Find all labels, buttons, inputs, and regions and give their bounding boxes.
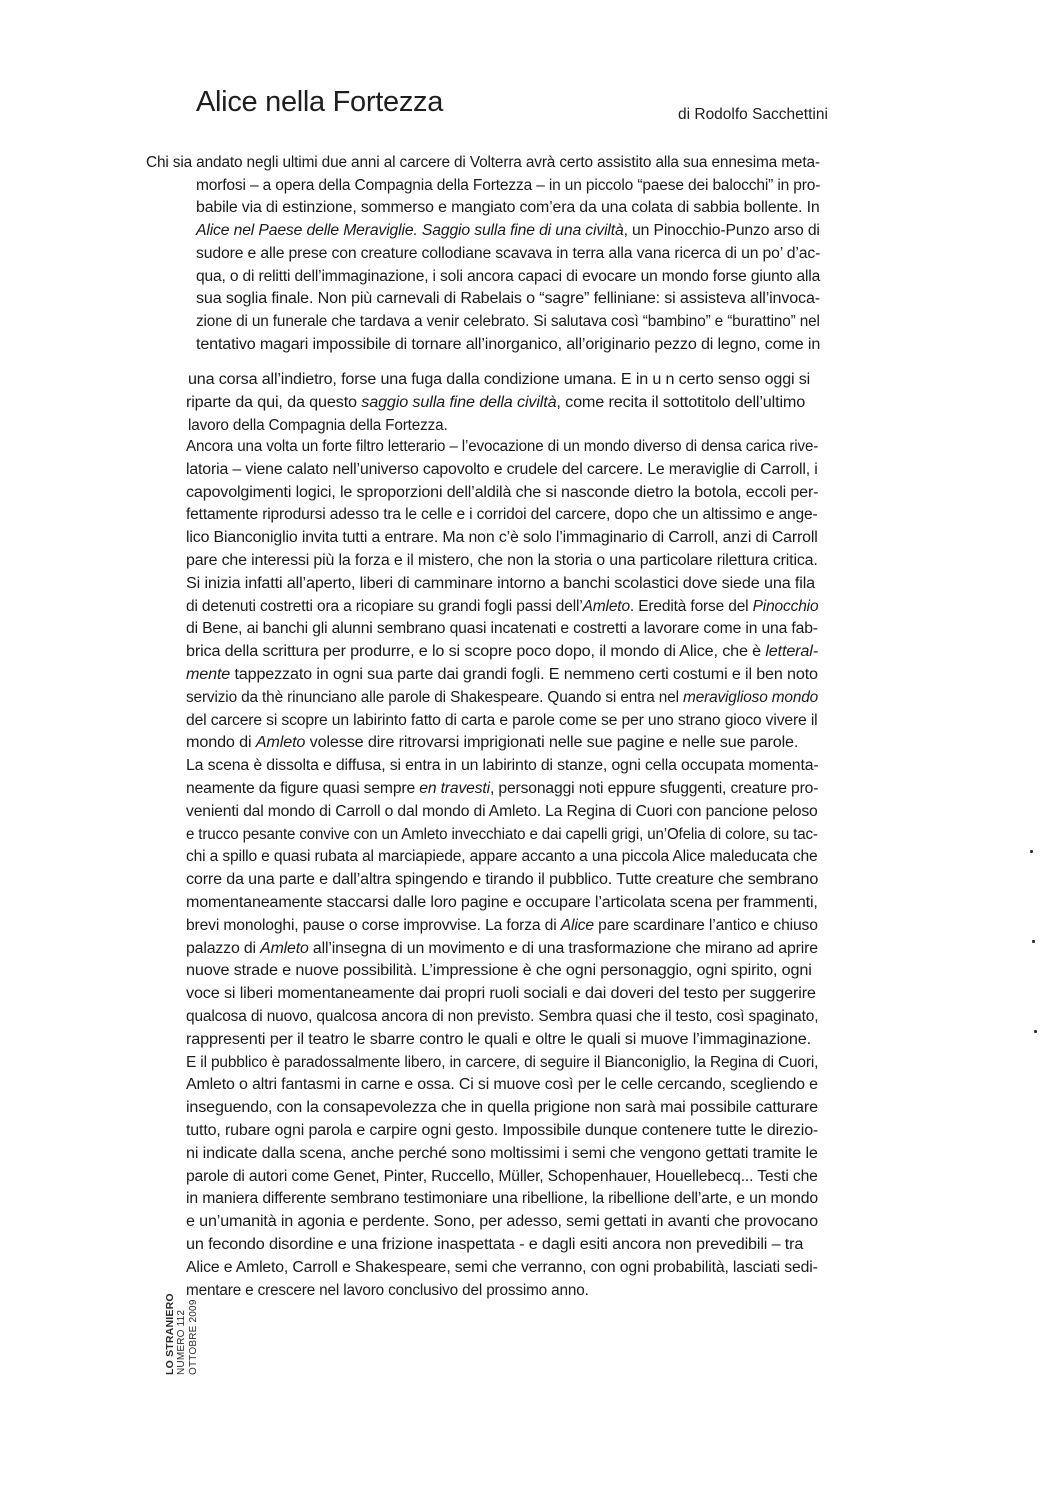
line-segment: all’insegna di un movimento e di una trasformazione che mirano ad aprire (308, 939, 818, 957)
body-line (146, 153, 820, 172)
body-line (186, 574, 815, 593)
body-line (186, 1098, 818, 1117)
line-segment: Amleto (255, 734, 306, 752)
line-segment: in maniera differente sembrano testimoniare una ribellione, la ribellione dell’arte, e un mondo (186, 1190, 819, 1208)
line-segment: servizio da thè rinunciano alle parole di Shakespeare. Quando si entra nel (186, 688, 684, 706)
line-segment: , personaggi noti eppure sfuggenti, creature pro- (489, 780, 819, 797)
line-segment: sua soglia finale. Non più carnevali di Rabelais o “sagre” felliniane: si assisteva all’invoca- (196, 290, 820, 308)
line-segment: del carcere si scopre un labirinto fatto di carta e parole come se per uno strano gioco vivere il (186, 711, 818, 729)
line-segment: sudore e alle prese con creature collodiane scavava in terra alla vana ricerca di un po’ d’ac- (196, 244, 821, 262)
line-segment: Si inizia infatti all’aperto, liberi di camminare intorno a banchi scolastici dove siede una fila (186, 574, 815, 592)
body-line (196, 176, 820, 195)
line-segment: , un Pinocchio-Punzo arso di (623, 222, 820, 240)
line-segment: neamente da figure quasi sempre (186, 780, 420, 797)
body-line (186, 870, 818, 889)
line-segment: momentaneamente staccarsi dalle loro pagine e occupare l’articolata scena per frammenti, (186, 894, 818, 911)
line-segment: brica della scrittura per produrre, e lo si scopre poco dopo, il mondo di Alice, che è (186, 643, 766, 661)
line-segment: corre da una parte e dall’altra spingendo e tirando il pubblico. Tutte creature che sembrano (186, 871, 819, 889)
scan-speck (1032, 940, 1035, 943)
article-title: Alice nella Fortezza (196, 86, 444, 118)
body-line (196, 198, 820, 217)
line-segment: fettamente riprodursi adesso tra le celle e i corridoi del carcere, dopo che un altissimo e ange- (186, 506, 818, 524)
line-segment: Amleto (582, 597, 630, 615)
line-segment: palazzo di (186, 939, 261, 957)
body-line (186, 505, 818, 524)
line-segment: rappresenti per il teatro le sbarre contro le quali e oltre le quali si muove l’immaginazione. (186, 1030, 811, 1048)
line-segment: una corsa all’indietro, forse una fuga dalla condizione umana. E in u n certo senso oggi si (188, 371, 811, 388)
body-line (186, 733, 798, 752)
body-line (186, 1167, 818, 1186)
body-line (186, 1144, 818, 1163)
line-segment: voce si liberi momentaneamente dai propri ruoli sociali e dai doveri del testo per suggerire (186, 985, 816, 1003)
line-segment: chi a spillo e quasi rubata al marciapiede, appare accanto a una piccola Alice maleducata che (186, 848, 818, 866)
body-line (188, 416, 448, 435)
line-segment: E il pubblico è paradossalmente libero, in carcere, di seguire il Bianconiglio, la Regina di Cuori, (186, 1053, 819, 1071)
line-segment: ni indicate dalla scena, anche perché sono moltissimi i semi che vengono gettati tramite le (186, 1144, 818, 1162)
body-line (186, 1075, 818, 1094)
line-segment: Alice (560, 916, 594, 934)
scan-speck (1034, 1030, 1037, 1033)
line-segment: . Eredità forse del (629, 597, 753, 615)
line-segment: Amleto (260, 939, 309, 957)
body-line (196, 335, 820, 354)
line-segment: di Bene, ai banchi gli alunni sembrano quasi incatenati e costretti a lavorare come in una fab- (186, 620, 818, 638)
line-segment: lico Bianconiglio invita tutti a entrare. Ma non c’è solo l’immaginario di Carroll, anzi di Carroll (186, 529, 818, 547)
line-segment: pare che interessi più la forza e il mistero, che non la storia o una particolare rilettura critica. (186, 552, 818, 569)
body-line (196, 312, 820, 331)
body-line (186, 437, 818, 456)
body-line (186, 802, 818, 821)
line-segment: Amleto o altri fantasmi in carne e ossa. Ci si muove così per le celle cercando, scegliendo e (186, 1076, 818, 1094)
line-segment: riparte da qui, da questo (186, 394, 362, 411)
body-line (186, 393, 805, 412)
line-segment: qua, o di relitti dell’immaginazione, i soli ancora capaci di evocare un mondo forse giunto alla (196, 267, 821, 285)
body-line (186, 711, 817, 730)
line-segment: mondo di (186, 734, 256, 752)
line-segment: meraviglioso mondo (683, 688, 819, 706)
body-line (186, 847, 818, 866)
body-line (186, 528, 818, 547)
body-line (186, 756, 818, 775)
line-segment: parole di autori come Genet, Pinter, Ruccello, Müller, Schopenhauer, Houellebecq... Testi che (186, 1167, 818, 1185)
line-segment: mentare e crescere nel lavoro conclusivo del prossimo anno. (186, 1281, 589, 1299)
body-line (186, 1189, 818, 1208)
line-segment: en travesti (419, 780, 490, 797)
body-line (196, 289, 820, 308)
body-line (186, 1235, 803, 1254)
body-line (186, 1281, 589, 1300)
line-segment: nuove strade e nuove possibilità. L’impressione è che ogni personaggio, ogni spirito, ogni (186, 962, 812, 980)
line-segment: capovolgimenti logici, le sproporzioni dell’aldilà che si nasconde dietro la botola, eccoli per- (186, 483, 819, 501)
line-segment: brevi monologhi, pause o corse improvvise. La forza di (186, 916, 561, 934)
body-line (186, 551, 818, 570)
line-segment: volesse dire ritrovarsi imprigionati nelle sue pagine e nelle sue parole. (305, 734, 799, 752)
body-line (186, 825, 818, 844)
magazine-spine-info (164, 1295, 200, 1375)
line-segment: Chi sia andato negli ultimi due anni al carcere di Volterra avrà certo assistito alla sua ennesima meta- (146, 154, 820, 171)
body-line (186, 939, 818, 958)
line-segment: Alice nel Paese delle Meraviglie. Saggio sulla fine di una civiltà (196, 222, 624, 240)
line-segment: zione di un funerale che tardava a venir celebrato. Si salutava così “bambino” e “burattino” nel (196, 312, 820, 330)
line-segment: morfosi – a opera della Compagnia della Fortezza – in un piccolo “paese dei balocchi” in pro- (196, 176, 821, 194)
body-line (186, 1121, 818, 1140)
line-segment: venienti dal mondo di Carroll o dal mondo di Amleto. La Regina di Cuori con pancione peloso (186, 802, 818, 820)
line-segment: inseguendo, con la consapevolezza che in quella prigione non sarà mai possibile catturare (186, 1099, 818, 1117)
body-line (186, 1030, 811, 1049)
body-line (196, 221, 820, 240)
line-segment: babile via di estinzione, sommerso e mangiato com’era da una colata di sabbia bollente. In (196, 199, 820, 217)
line-segment: lavoro della Compagnia della Fortezza. (188, 417, 448, 434)
body-line (186, 597, 818, 616)
line-segment: letteral- (765, 643, 818, 661)
line-segment: La scena è dissolta e diffusa, si entra in un labirinto di stanze, ogni cella occupata momenta- (186, 757, 819, 775)
line-segment: e un’umanità in agonia e perdente. Sono, per adesso, semi gettati in avanti che provocano (186, 1213, 818, 1231)
magazine-name: LO STRANIERO (164, 1293, 176, 1375)
body-line (188, 370, 810, 389)
body-line (186, 961, 812, 980)
line-segment: un fecondo disordine e una frizione inaspettata - e dagli esiti ancora non prevedibili – tra (186, 1236, 804, 1253)
body-line (186, 893, 818, 912)
body-line (186, 642, 818, 661)
issue-number: NUMERO 112 (176, 1309, 187, 1375)
body-line (186, 460, 818, 479)
body-line (186, 688, 818, 707)
line-segment: , come recita il sottotitolo dell’ultimo (556, 394, 806, 411)
line-segment: tentativo magari impossibile di tornare all’inorganico, all’originario pezzo di legno, come in (196, 335, 821, 353)
line-segment: di detenuti costretti ora a ricopiare su grandi fogli passi dell’ (186, 597, 583, 615)
body-line (186, 984, 816, 1003)
body-line (186, 1053, 818, 1072)
scan-speck (1030, 850, 1033, 853)
body-line (186, 916, 818, 935)
body-line (186, 1212, 818, 1231)
line-segment: pare scardinare l’antico e chiuso (593, 916, 818, 934)
line-segment: latoria – viene calato nell’universo capovolto e crudele del carcere. Le meraviglie di Carroll, i (186, 460, 818, 478)
line-segment: Alice e Amleto, Carroll e Shakespeare, semi che verranno, con ogni probabilità, lasciati sedi- (186, 1258, 818, 1276)
body-line (186, 1258, 818, 1277)
body-line (186, 665, 818, 684)
body-line (196, 267, 820, 286)
line-segment: Pinocchio (752, 597, 819, 615)
line-segment: Ancora una volta un forte filtro letterario – l’evocazione di un mondo diverso di densa carica rive- (186, 438, 819, 455)
body-line (186, 1007, 818, 1026)
line-segment: qualcosa di nuovo, qualcosa ancora di non previsto. Sembra quasi che il testo, così spaginato, (186, 1008, 819, 1025)
line-segment: saggio sulla fine della civiltà (361, 394, 557, 411)
body-line (186, 483, 818, 502)
body-line (186, 779, 818, 798)
line-segment: mente (186, 666, 231, 683)
body-line (196, 244, 820, 263)
line-segment: tappezzato in ogni sua parte dai grandi fogli. E nemmeno certi costumi e il ben noto (230, 666, 818, 683)
article-byline: di Rodolfo Sacchettini (678, 106, 828, 123)
body-line (186, 619, 818, 638)
line-segment: tutto, rubare ogni parola e carpire ogni gesto. Impossibile dunque contenere tutte le direzio- (186, 1122, 819, 1139)
issue-date: OTTOBRE 2009 (188, 1299, 199, 1375)
line-segment: e trucco pesante convive con un Amleto invecchiato e dai capelli grigi, un’Ofelia di colore, su tac- (186, 825, 818, 843)
